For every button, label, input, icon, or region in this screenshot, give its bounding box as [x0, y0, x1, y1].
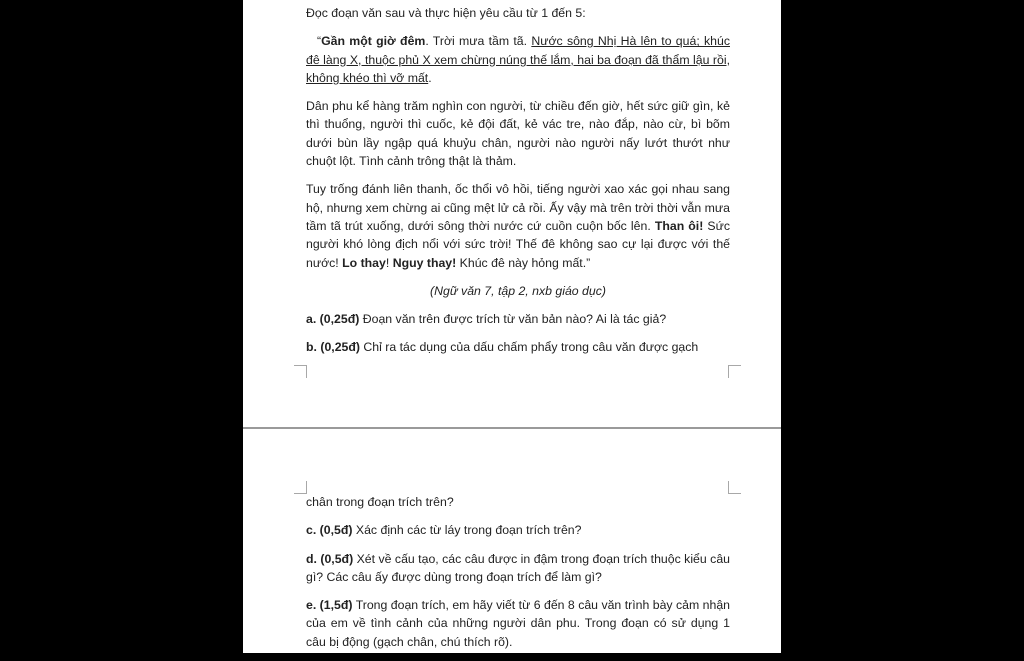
question-e	[306, 596, 730, 651]
passage-paragraph-1	[306, 32, 730, 87]
question-label: a. (0,25đ)	[306, 312, 360, 327]
question-text: Xét về cấu tạo, các câu được in đậm trong đoạn trích thuộc kiểu câu gì? Các câu ấy được dùng trong đoạn trích để làm gì?	[306, 551, 730, 584]
document-page-1	[243, 0, 781, 427]
passage-text: Sức người khó lòng địch nổi với sức trời! Thế đê không sao cự lại được với thế nước!	[306, 218, 730, 270]
passage-text-end: .	[428, 70, 432, 85]
passage-paragraph-3	[306, 180, 730, 271]
question-text: Chỉ ra tác dụng của dấu chấm phẩy trong câu văn được gạch	[359, 340, 699, 355]
question-text: Đoạn văn trên được trích từ văn bản nào? Ai là tác giả?	[359, 312, 667, 327]
question-b-continued: chân trong đoạn trích trên?	[306, 495, 454, 509]
source-citation: (Ngữ văn 7, tập 2, nxb giáo dục)	[430, 283, 606, 298]
question-label: d. (0,5đ)	[306, 551, 354, 566]
question-label: e. (1,5đ)	[306, 598, 353, 613]
question-text: Xác định các từ láy trong đoạn trích trên?	[352, 523, 582, 538]
question-c	[306, 521, 730, 539]
open-quote: “	[317, 34, 322, 49]
underlined-sentence: Nước sông Nhị Hà lên to quá; khúc đê làng X, thuộc phủ X xem chừng núng thế lắm, hai ba đoạn đã thẩm lậu rồi, không khéo thì vỡ mất	[306, 34, 730, 85]
question-d	[306, 550, 730, 587]
margin-corner-mark	[728, 365, 741, 378]
bold-sentence: Than ôi!	[654, 218, 704, 233]
passage-text: Tuy trống đánh liên thanh, ốc thổi vô hồi, tiếng người xao xác gọi nhau sang hộ, nhưng xem chừng ai cũng mệt lử cả rồi. Ấy vậy mà trên trời thời vẫn mưa tầm tã trút xuống, dưới sông thời nước cứ cuồn cuộn bốc lên.	[306, 182, 730, 233]
passage-paragraph-2: Dân phu kể hàng trăm nghìn con người, từ chiều đến giờ, hết sức giữ gìn, kẻ thì thuổng, người thì cuốc, kẻ đội đất, kẻ vác tre, nào đắp, nào cừ, bì bõm dưới bùn lầy ngập quá khuỷu chân, người nào người nấy lướt thướt như chuột lột. Tình cảnh trông thật là thảm.	[306, 99, 730, 169]
question-text: Trong đoạn trích, em hãy viết từ 6 đến 8 câu văn trình bày cảm nhận của em về tình cảnh của những người dân phu. Trong đoạn có sử dụng 1 câu bị động (gạch chân, chú thích rõ).	[306, 598, 731, 649]
margin-corner-mark	[294, 365, 307, 378]
bold-sentence: Lo thay	[342, 255, 386, 270]
page-1-content	[306, 4, 730, 367]
passage-text: Khúc đê này hỏng mất.”	[456, 255, 591, 270]
question-label: c. (0,5đ)	[306, 523, 353, 538]
question-label: b. (0,25đ)	[306, 340, 360, 355]
question-a	[306, 310, 730, 328]
question-b	[306, 338, 730, 356]
page-2-content	[306, 493, 730, 661]
document-page-2	[243, 429, 781, 653]
passage-text: . Trời mưa tầm tã.	[425, 34, 532, 49]
passage-text: !	[385, 255, 393, 270]
bold-sentence-start: Gần một giờ đêm	[321, 34, 426, 49]
instruction: Đọc đoạn văn sau và thực hiện yêu cầu từ 1 đến 5:	[306, 6, 586, 20]
bold-sentence: Nguy thay!	[392, 255, 457, 270]
